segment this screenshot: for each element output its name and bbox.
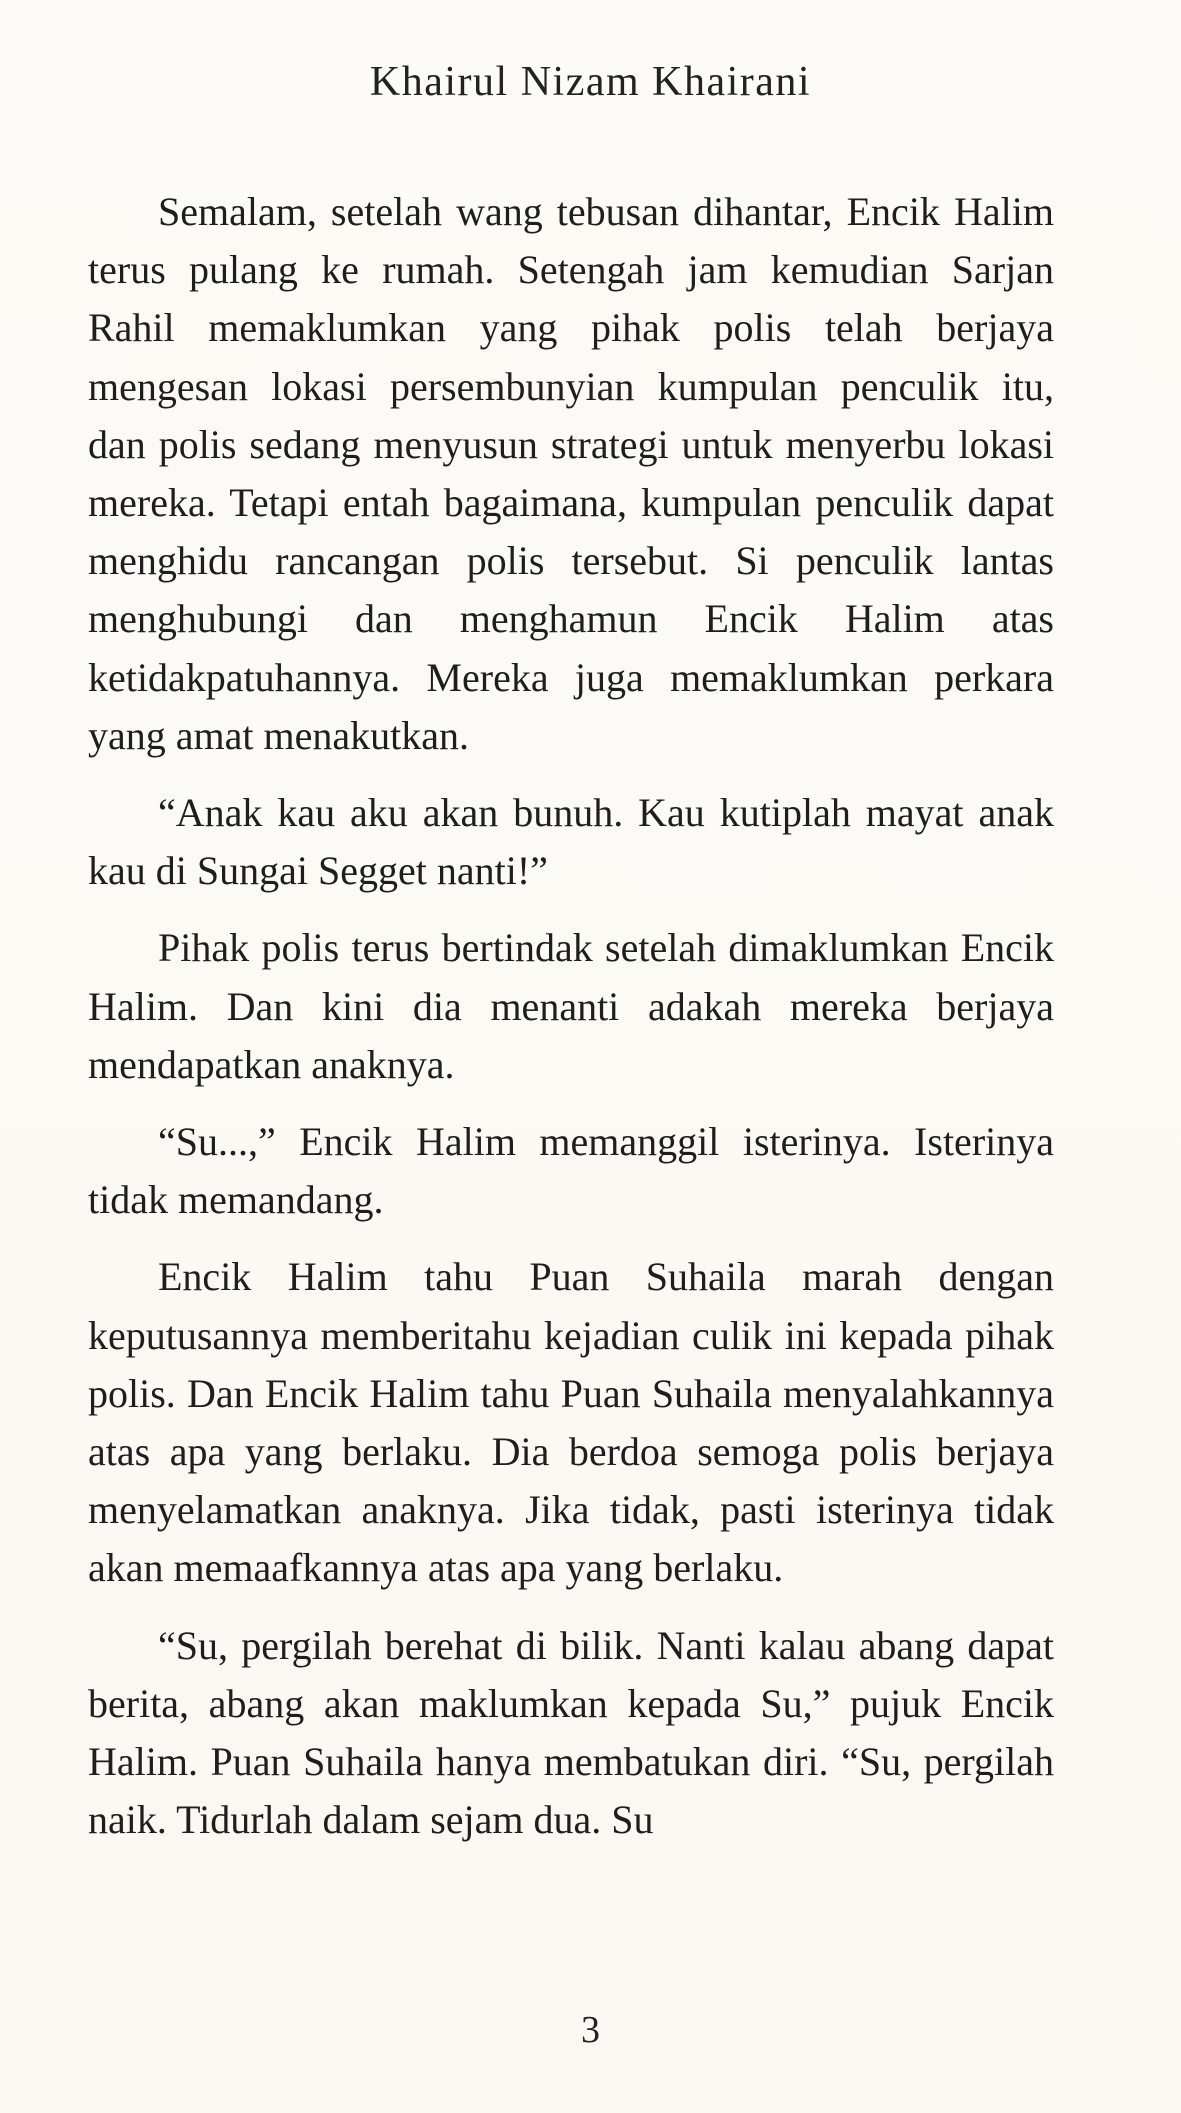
page-number: 3	[581, 2009, 600, 2051]
body-text	[88, 183, 1054, 1868]
paragraph: “Anak kau aku akan bunuh. Kau kutiplah mayat anak kau di Sungai Segget nanti!”	[88, 790, 1054, 894]
paragraph: Pihak polis terus bertindak setelah dimaklumkan Encik Halim. Dan kini dia menanti adakah mereka berjaya mendapatkan anaknya.	[88, 925, 1054, 1087]
paragraph: “Su, pergilah berehat di bilik. Nanti kalau abang dapat berita, abang akan maklumkan kepada Su,” pujuk Encik Halim. Puan Suhaila hanya membatukan diri. “Su, pergilah naik. Tidurlah dalam sejam dua. Su	[88, 1622, 1054, 1843]
paragraph: Encik Halim tahu Puan Suhaila marah dengan keputusannya memberitahu kejadian culik ini kepada pihak polis. Dan Encik Halim tahu Puan Suhaila menyalahkannya atas apa yang berlaku. Dia berdoa semoga polis berjaya menyelamatkan anaknya. Jika tidak, pasti isterinya tidak akan memaafkannya atas apa yang berlaku.	[88, 1254, 1054, 1591]
paragraph: Semalam, setelah wang tebusan dihantar, Encik Halim terus pulang ke rumah. Setengah jam kemudian Sarjan Rahil memaklumkan yang pihak polis telah berjaya mengesan lokasi persembunyian kumpulan penculik itu, dan polis sedang menyusun strategi untuk menyerbu lokasi mereka. Tetapi entah bagaimana, kumpulan penculik dapat menghidu rancangan polis tersebut. Si penculik lantas menghubungi dan menghamun Encik Halim atas ketidakpatuhannya. Mereka juga memaklumkan perkara yang amat menakutkan.	[88, 189, 1054, 758]
running-head: Khairul Nizam Khairani	[369, 59, 812, 105]
paragraph: “Su...,” Encik Halim memanggil isterinya. Isterinya tidak memandang.	[88, 1119, 1054, 1223]
